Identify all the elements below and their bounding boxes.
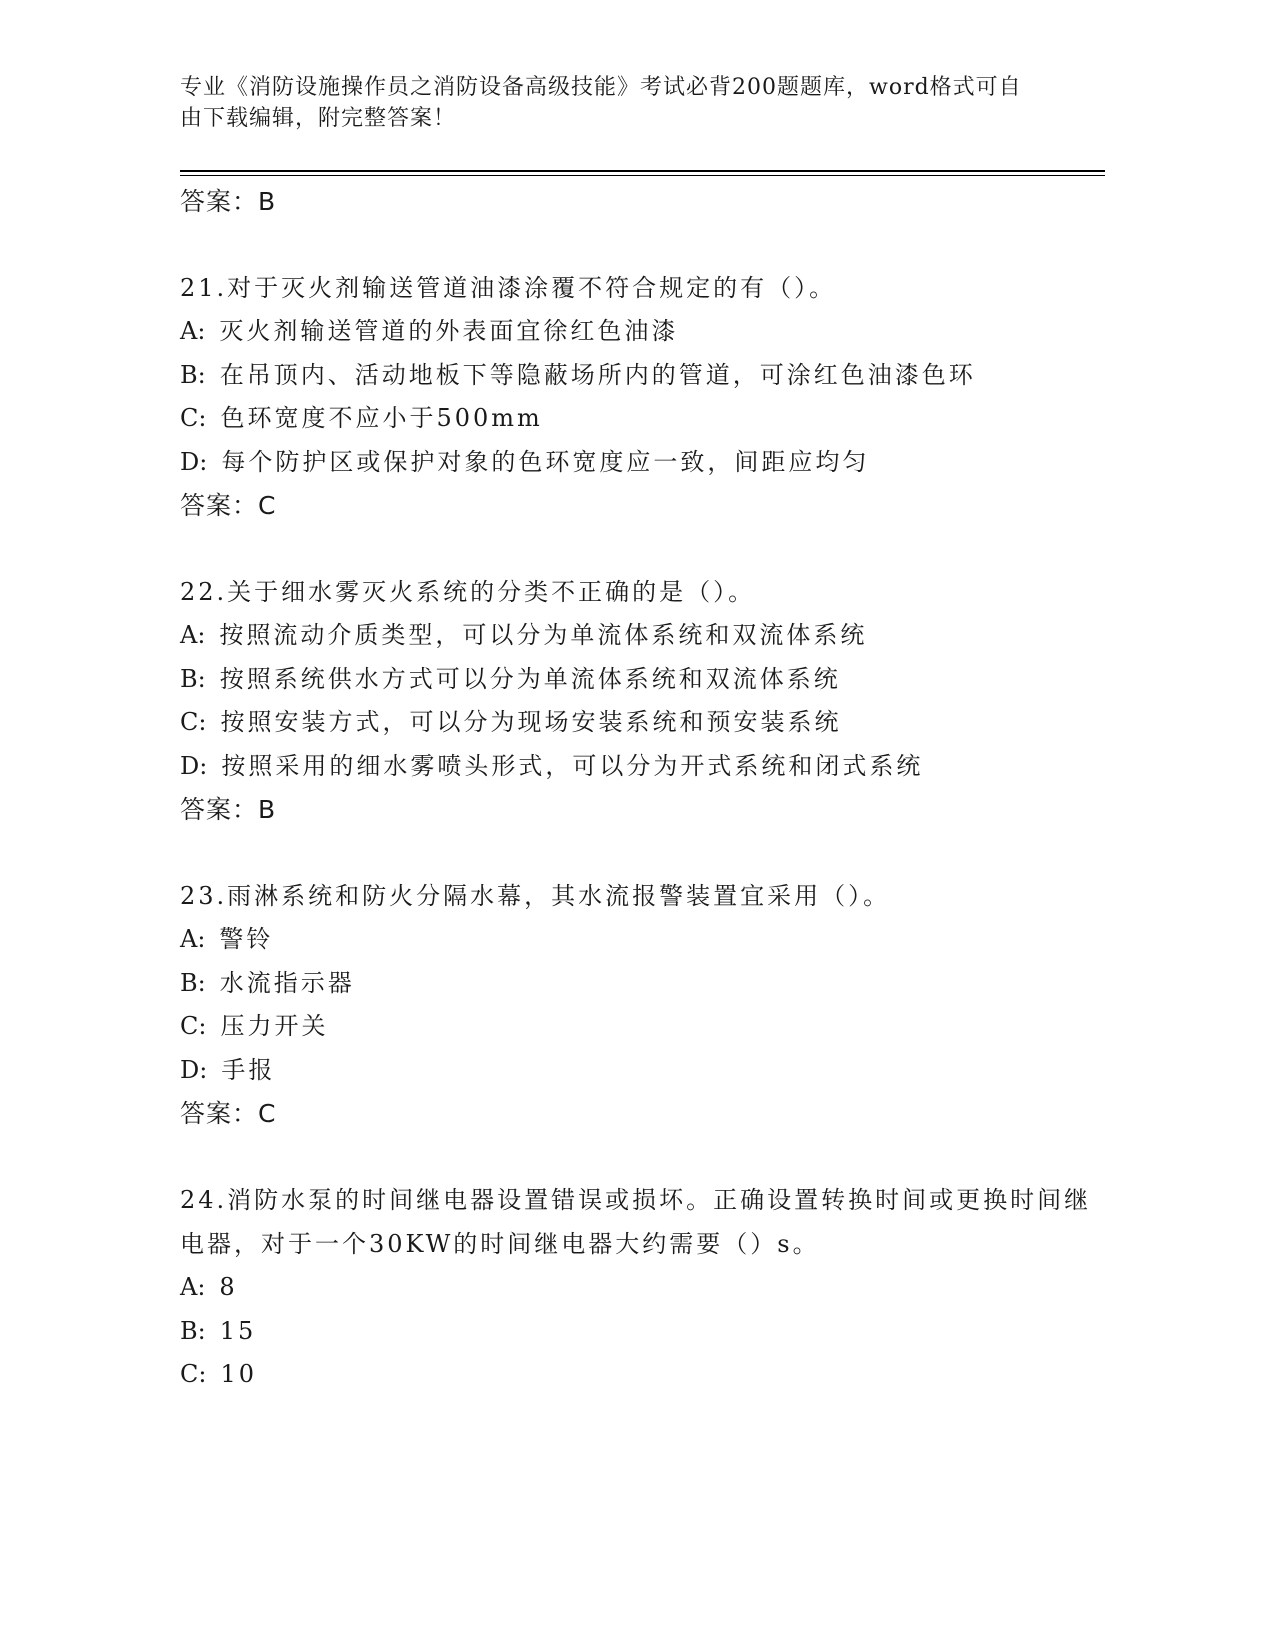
answer-option	[180, 397, 1105, 441]
question-stem: 22.关于细水雾灭火系统的分类不正确的是（）。	[180, 578, 756, 606]
option-text: 按照采用的细水雾喷头形式，可以分为开式系统和闭式系统	[221, 751, 924, 780]
option-letter: D:	[180, 1055, 208, 1084]
option-letter: A:	[180, 317, 206, 345]
answer-option	[180, 310, 1105, 354]
header-divider-thin	[180, 175, 1105, 176]
option-letter: D:	[180, 447, 208, 476]
option-letter: D:	[180, 751, 208, 780]
option-text: 灭火剂输送管道的外表面宜徐红色油漆	[219, 317, 679, 345]
answer-option	[180, 918, 1105, 962]
answer-line: 答案：C	[180, 491, 277, 520]
answer-line: 答案：C	[180, 1099, 277, 1128]
answer-option	[180, 441, 1105, 485]
option-text: 在吊顶内、活动地板下等隐蔽场所内的管道，可涂红色油漆色环	[219, 360, 976, 389]
answer-option	[180, 1310, 1105, 1354]
answer-option	[180, 614, 1105, 658]
answer-line: 答案：B	[180, 187, 277, 216]
question-stem: 24.消防水泵的时间继电器设置错误或损坏。正确设置转换时间或更换时间继电器，对于一个30KW的时间继电器大约需要（）s。	[180, 1186, 1092, 1258]
option-letter: B:	[180, 968, 206, 997]
answer-option	[180, 745, 1105, 789]
option-text: 每个防护区或保护对象的色环宽度应一致，间距应均匀	[221, 447, 870, 476]
option-text: 手报	[221, 1055, 276, 1084]
option-letter: C:	[180, 404, 207, 432]
option-letter: A:	[180, 1273, 206, 1301]
question-stem: 21.对于灭火剂输送管道油漆涂覆不符合规定的有（）。	[180, 274, 837, 302]
option-text: 警铃	[219, 925, 274, 953]
question-block	[180, 1178, 1105, 1397]
option-text: 压力开关	[220, 1012, 329, 1040]
answer-option	[180, 658, 1105, 702]
option-letter: B:	[180, 664, 206, 693]
option-letter: A:	[180, 925, 206, 953]
question-block	[180, 266, 1105, 527]
option-letter: C:	[180, 708, 207, 736]
header-divider-thick	[180, 170, 1105, 172]
question-block	[180, 874, 1105, 1135]
option-text: 按照系统供水方式可以分为单流体系统和双流体系统	[219, 664, 841, 693]
answer-option	[180, 1005, 1105, 1049]
answer-option	[180, 1353, 1105, 1397]
option-letter: B:	[180, 360, 206, 389]
option-text: 8	[219, 1273, 238, 1301]
answer-line: 答案：B	[180, 795, 277, 824]
option-text: 15	[219, 1316, 257, 1345]
question-block	[180, 570, 1105, 831]
option-text: 色环宽度不应小于500mm	[220, 404, 543, 432]
option-text: 10	[220, 1360, 257, 1388]
question-stem: 23.雨淋系统和防火分隔水幕，其水流报警装置宜采用（）。	[180, 882, 891, 910]
option-text: 水流指示器	[219, 968, 355, 997]
option-letter: C:	[180, 1360, 207, 1388]
questions-container	[180, 266, 1105, 1397]
answer-option	[180, 1266, 1105, 1310]
answer-option	[180, 701, 1105, 745]
answer-option	[180, 1049, 1105, 1093]
document-header: 专业《消防设施操作员之消防设备高级技能》考试必背200题题库，word格式可自由下载编辑，附完整答案！	[180, 75, 1022, 131]
option-text: 按照流动介质类型，可以分为单流体系统和双流体系统	[219, 621, 868, 649]
answer-option	[180, 962, 1105, 1006]
option-letter: A:	[180, 621, 206, 649]
option-text: 按照安装方式，可以分为现场安装系统和预安装系统	[220, 708, 842, 736]
answer-option	[180, 354, 1105, 398]
option-letter: B:	[180, 1316, 206, 1345]
option-letter: C:	[180, 1012, 207, 1040]
question-list	[180, 180, 1105, 1397]
